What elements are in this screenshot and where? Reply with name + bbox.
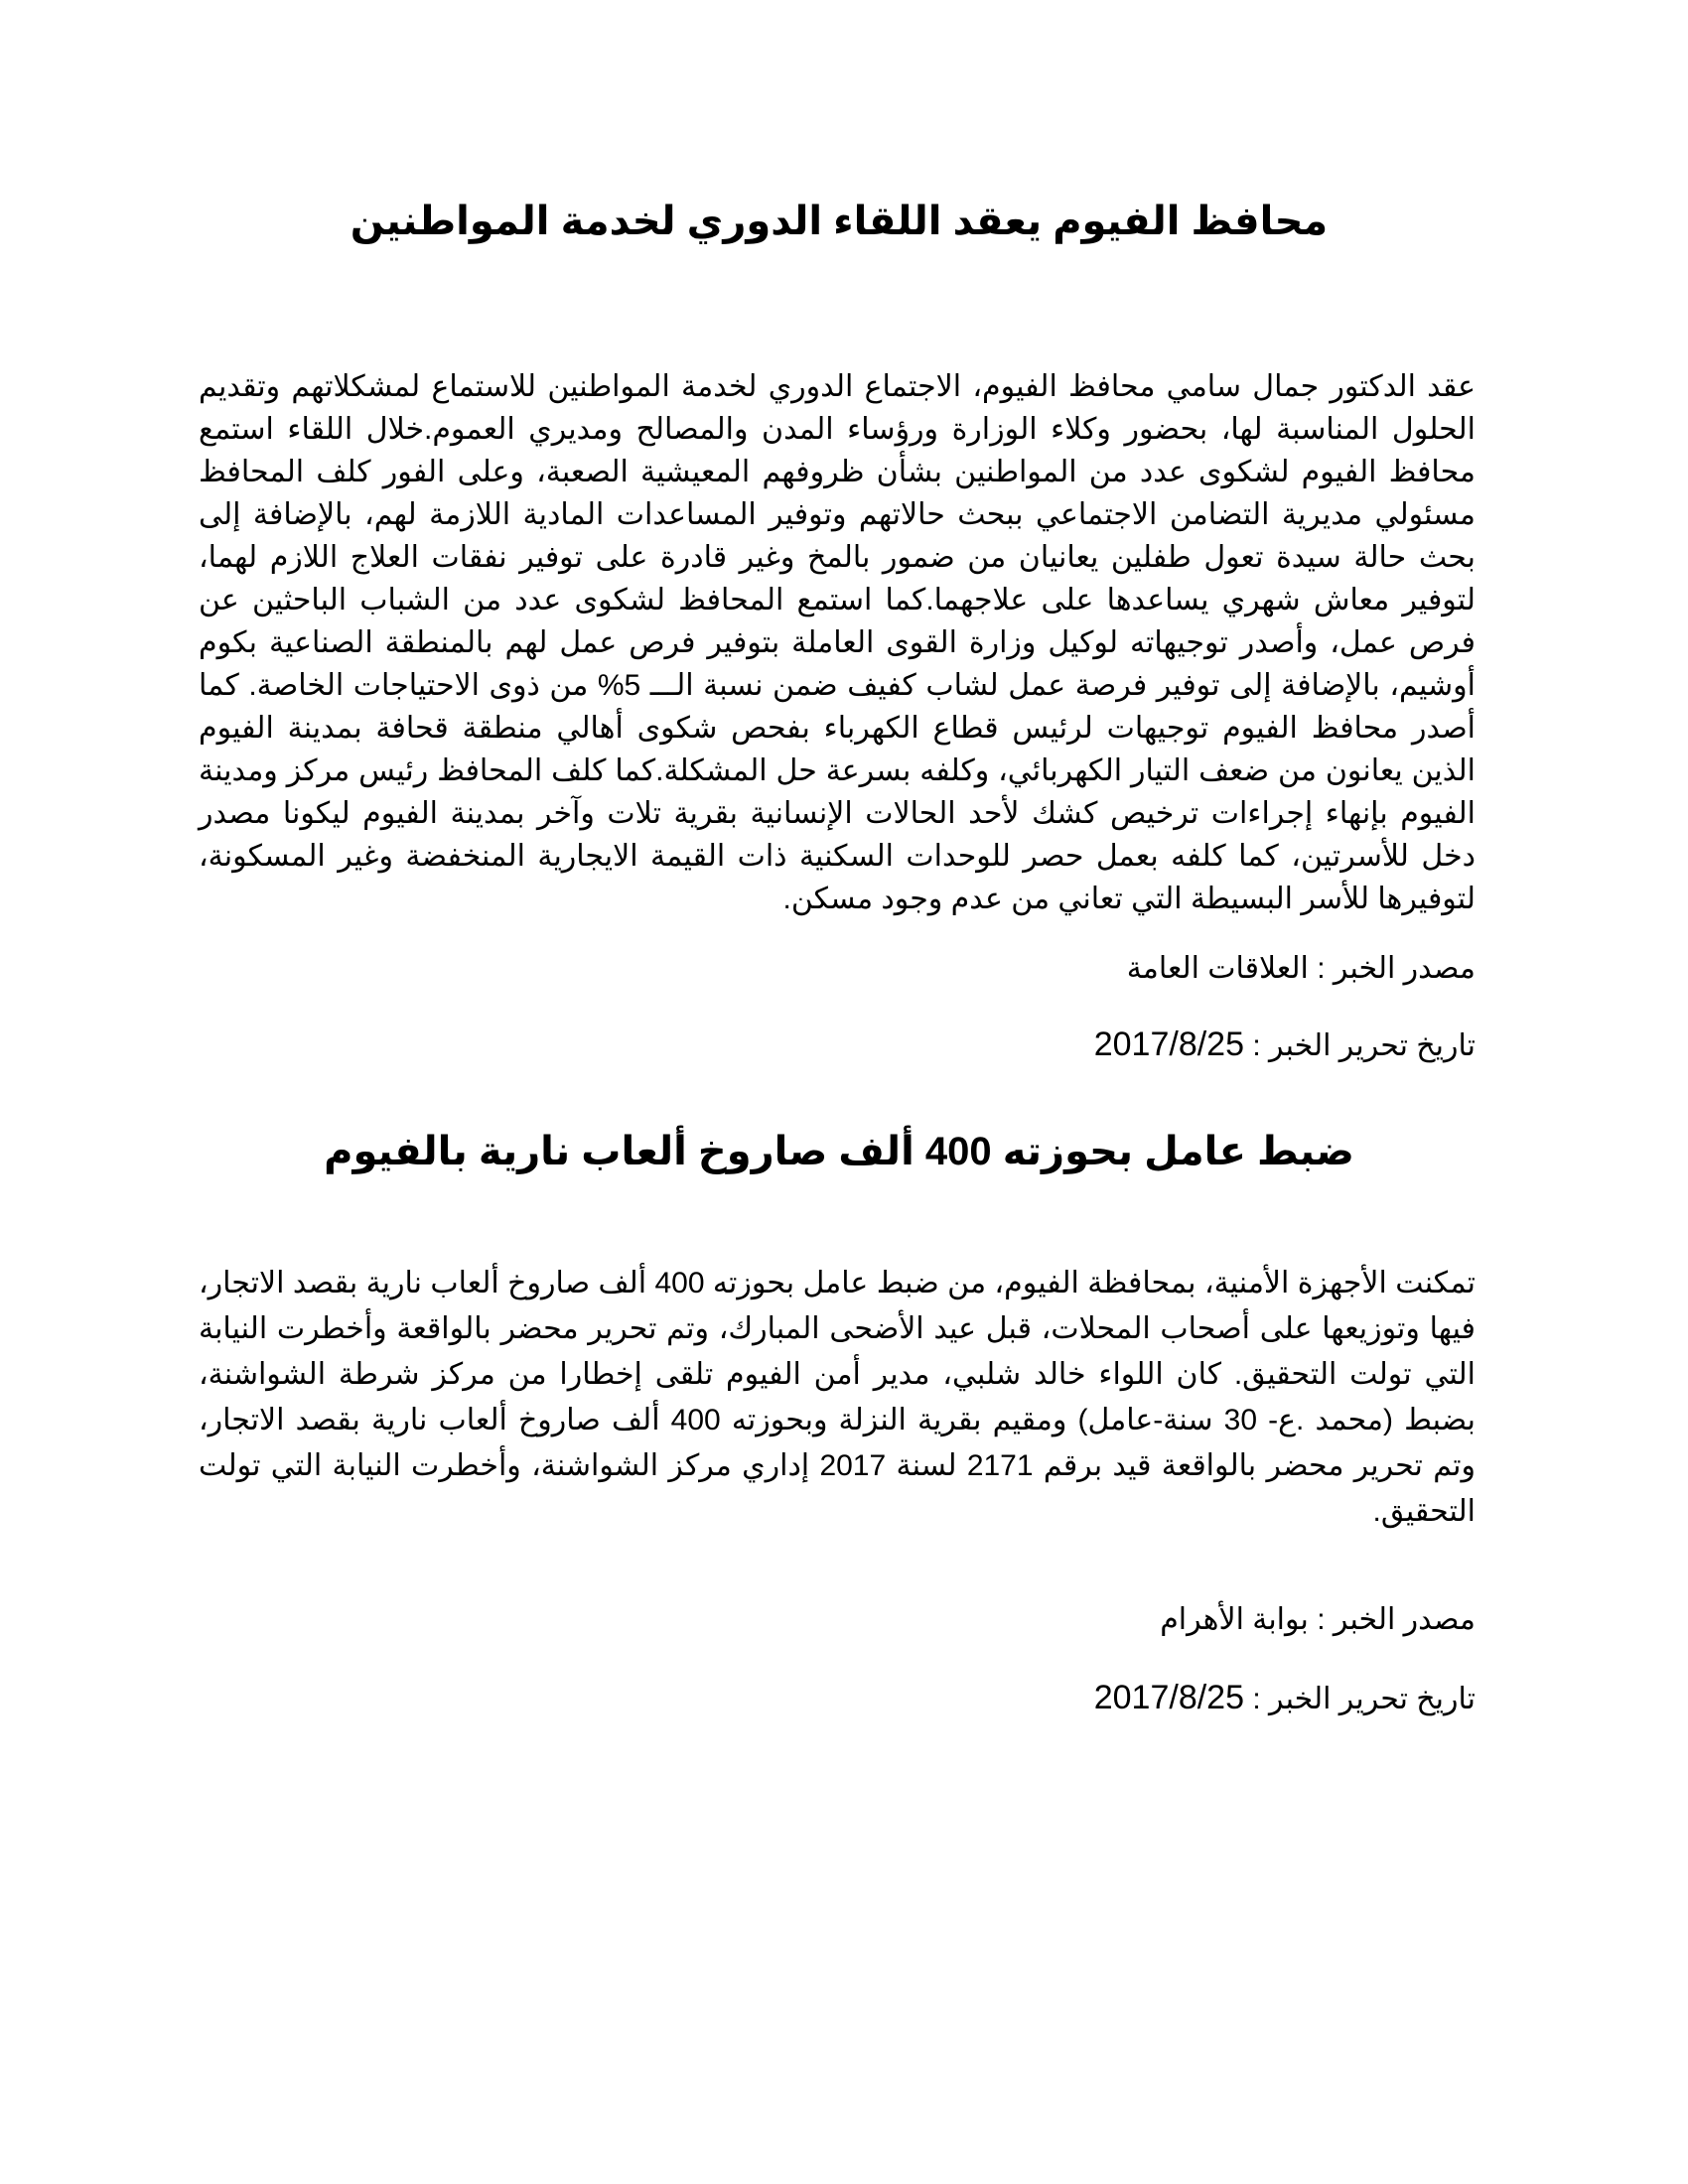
- article-1: [199, 197, 1479, 246]
- article-2-source-line: [199, 1600, 1479, 1640]
- article-2-date-block: [199, 1678, 1479, 1719]
- article-2-body-block: [199, 1261, 1479, 1535]
- article-2-date-label: تاريخ تحرير الخبر :: [1252, 1683, 1476, 1715]
- article-2-date-value: 2017/8/25: [1093, 1679, 1244, 1716]
- article-2: [199, 1127, 1479, 1176]
- article-1-date-line: [199, 1024, 1479, 1066]
- article-1-source-block: [199, 949, 1479, 989]
- article-1-source-line: [199, 949, 1479, 989]
- article-2-body: تمكنت الأجهزة الأمنية، بمحافظة الفيوم، من ضبط عامل بحوزته 400 ألف صاروخ ألعاب نارية بقصد الاتجار، فيها وتوزيعها على أصحاب المحلات، قبل عيد الأضحى المبارك، وتم تحرير محضر بالواقعة وأخطرت النيابة التي تولت التحقيق. كان اللواء خالد شلبي، مدير أمن الفيوم تلقى إخطارا من مركز شرطة الشواشنة، بضبط (محمد .ع- 30 سنة-عامل) ومقيم بقرية النزلة وبحوزته 400 ألف صاروخ ألعاب نارية بقصد الاتجار، وتم تحرير محضر بالواقعة قيد برقم 2171 لسنة 2017 إداري مركز الشواشنة، وأخطرت النيابة التي تولت التحقيق.: [199, 1267, 1477, 1528]
- article-1-headline: محافظ الفيوم يعقد اللقاء الدوري لخدمة المواطنين: [350, 200, 1329, 243]
- article-1-body: عقد الدكتور جمال سامي محافظ الفيوم، الاجتماع الدوري لخدمة المواطنين للاستماع لمشكلاتهم وتقديم الحلول المناسبة لها، بحضور وكلاء الوزارة ورؤساء المدن والمصالح ومديري العموم.خلال اللقاء استمع محافظ الفيوم لشكوى عدد من المواطنين بشأن ظروفهم المعيشية الصعبة، وعلى الفور كلف المحافظ مسئولي مديرية التضامن الاجتماعي ببحث حالاتهم وتوفير المساعدات المادية اللازمة لهم، بالإضافة إلى بحث حالة سيدة تعول طفلين يعانيان من ضمور بالمخ وغير قادرة على توفير نفقات العلاج اللازم لهما، لتوفير معاش شهري يساعدها على علاجهما.كما استمع المحافظ لشكوى عدد من الشباب الباحثين عن فرص عمل، وأصدر توجيهاته لوكيل وزارة القوى العاملة بتوفير فرص عمل لهم بالمنطقة الصناعية بكوم أوشيم، بالإضافة إلى توفير فرصة عمل لشاب كفيف ضمن نسبة الـــ 5% من ذوى الاحتياجات الخاصة. كما أصدر محافظ الفيوم توجيهات لرئيس قطاع الكهرباء بفحص شكوى أهالي منطقة قحافة بمدينة الفيوم الذين يعانون من ضعف التيار الكهربائي، وكلفه بسرعة حل المشكلة.كما كلف المحافظ رئيس مركز ومدينة الفيوم بإنهاء إجراءات ترخيص كشك لأحد الحالات الإنسانية بقرية تلات وآخر بمدينة الفيوم ليكونا مصدر دخل للأسرتين، كما كلفه بعمل حصر للوحدات السكنية ذات القيمة الايجارية المنخفضة وغير المسكونة، لتوفيرها للأسر البسيطة التي تعاني من عدم وجود مسكن.: [199, 370, 1476, 915]
- article-1-date-value: 2017/8/25: [1093, 1025, 1244, 1063]
- article-2-date-line: [199, 1678, 1479, 1719]
- article-1-date-label: تاريخ تحرير الخبر :: [1252, 1029, 1476, 1062]
- article-1-source-value: العلاقات العامة: [1126, 952, 1309, 985]
- article-1-body-block: [199, 365, 1479, 920]
- article-2-headline: ضبط عامل بحوزته 400 ألف صاروخ ألعاب نارية بالفيوم: [324, 1130, 1354, 1173]
- article-2-source-block: [199, 1600, 1479, 1640]
- article-2-source-label: مصدر الخبر :: [1317, 1603, 1476, 1636]
- article-1-date-block: [199, 1024, 1479, 1066]
- article-2-source-value: بوابة الأهرام: [1160, 1603, 1309, 1636]
- article-1-source-label: مصدر الخبر :: [1317, 952, 1476, 985]
